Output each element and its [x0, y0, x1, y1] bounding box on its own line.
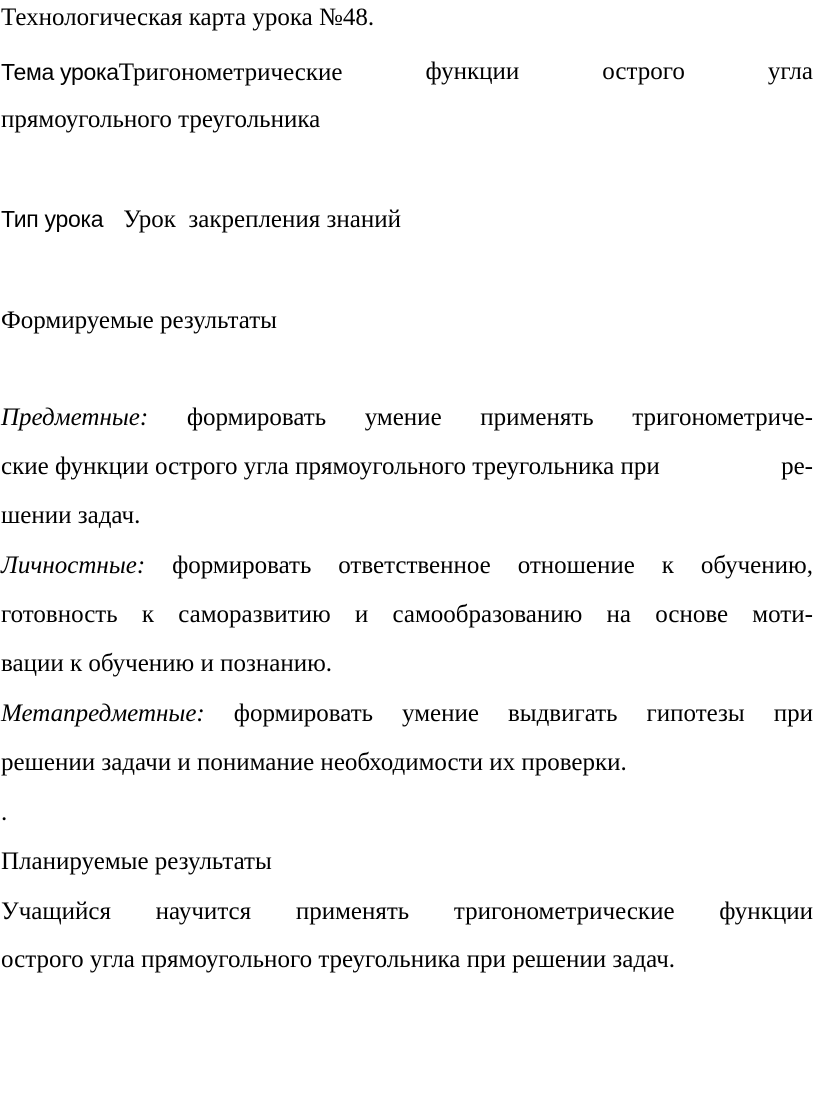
- subject-segment: ские функции острого угла прямоугольного треугольника при: [1, 453, 660, 480]
- formed-results-heading: Формируемые результаты: [1, 307, 277, 334]
- meta-word: при: [773, 700, 813, 727]
- meta-word: выдвигать: [507, 700, 618, 727]
- personal-word: и: [354, 601, 369, 628]
- subject-word: тригонометриче-: [632, 404, 813, 431]
- lesson-type-value: Урок закрепления знаний: [123, 206, 402, 233]
- planned-results-heading: Планируемые результаты: [1, 848, 272, 875]
- lesson-type-line: [1, 203, 813, 236]
- meta-label: Метапредметные:: [1, 700, 205, 727]
- personal-word: отношение: [517, 552, 635, 579]
- topic-word: функции: [425, 58, 520, 85]
- planned-word: применять: [295, 898, 410, 925]
- personal-results-line-2: [1, 599, 813, 631]
- meta-word: умение: [402, 700, 479, 727]
- lesson-type-label: Тип урока: [1, 206, 104, 232]
- personal-word: формировать: [172, 552, 312, 579]
- topic-word: угла: [767, 58, 813, 85]
- personal-word: к: [661, 552, 674, 579]
- document-title: Технологическая карта урока №48.: [1, 4, 375, 31]
- personal-label: Личностные:: [1, 552, 146, 579]
- personal-word: на: [606, 601, 632, 628]
- topic-word: острого: [602, 58, 685, 85]
- subject-word: умение: [364, 404, 442, 431]
- subject-word: формировать: [186, 404, 327, 431]
- subject-results-line-1: [1, 402, 813, 434]
- personal-word: готовность: [1, 601, 118, 628]
- topic-line: [1, 56, 813, 89]
- planned-results-line-1: [1, 896, 813, 928]
- meta-word: гипотезы: [646, 700, 745, 727]
- meta-results-line-1: [1, 698, 813, 730]
- personal-results-line-3: вации к обучению и познанию.: [1, 650, 333, 677]
- meta-word: формировать: [233, 700, 374, 727]
- personal-word: моти-: [752, 601, 813, 628]
- topic-word: Тригонометрические: [118, 59, 343, 86]
- topic-label: Тема урока: [1, 59, 119, 85]
- meta-results-line-2: решении задачи и понимание необходимости их проверки.: [1, 749, 627, 776]
- personal-word: обучению,: [700, 552, 813, 579]
- subject-word: применять: [480, 404, 594, 431]
- subject-results-line-2: [1, 451, 813, 483]
- personal-word: саморазвитию: [178, 601, 331, 628]
- subject-results-line-3: шении задач.: [1, 502, 141, 529]
- planned-results-line-2: острого угла прямоугольного треугольника при решении задач.: [1, 946, 676, 973]
- personal-word: к: [141, 601, 154, 628]
- personal-word: ответственное: [338, 552, 491, 579]
- subject-label: Предметные:: [1, 404, 149, 431]
- stray-period: .: [1, 799, 8, 826]
- subject-segment: ре-: [781, 453, 813, 480]
- topic-first: [1, 56, 343, 89]
- planned-word: Учащийся: [1, 898, 111, 925]
- personal-word: основе: [655, 601, 729, 628]
- personal-word: самообразованию: [392, 601, 583, 628]
- topic-line-2: прямоугольного треугольника: [1, 106, 321, 133]
- personal-results-line-1: [1, 550, 813, 582]
- planned-word: функции: [719, 898, 813, 925]
- planned-word: тригонометрические: [453, 898, 675, 925]
- planned-word: научится: [155, 898, 252, 925]
